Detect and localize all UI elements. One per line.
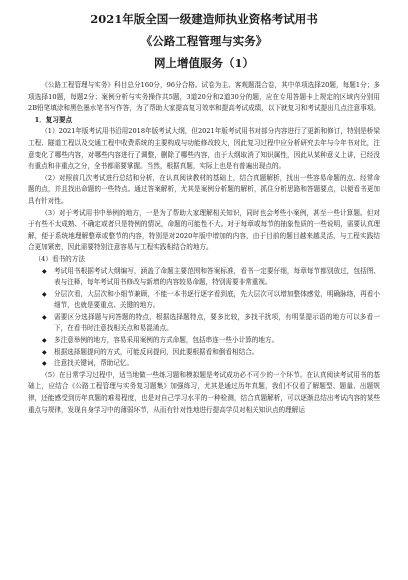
paragraph-2: （2）对照前几次考试进行总结和分析，在认真阅读教材的基础上，结合真题解析，找出一些容易命题的点、经常命题的点，并且找出命题的一些特点。通过答案解析，尤其是案例分析题的解析，抓住分析思路和答题要点，以便看书更加具有针对性。 (28, 173, 380, 205)
section-heading-review-points: 1．复习要点 (34, 115, 73, 124)
bullet-diamond-icon: ◆ (42, 337, 47, 345)
list-item: ◆ 根据选择题提问的方式，可能反问提问，因此要根据看和倒看相结合。 (28, 347, 380, 359)
bullet-diamond-icon: ◆ (42, 290, 47, 298)
subheading-reading-method: （4）看书的方法 (34, 254, 85, 263)
book-series-title: 2021年版全国一级建造师执业资格考试用书 (90, 12, 318, 26)
service-title: 网上增值服务（1） (153, 56, 254, 70)
list-item: ◆ 分层次看，大层次和小细节兼顾，不能一本书逐行逐字看到底，先大层次可以增加整体感觉，明确脉络，再看小细节，也就是要重点、关键的地方。 (42, 289, 380, 310)
list-item: ◆ 注意找关键词，帮助记忆。 (28, 358, 380, 370)
bullet-diamond-icon: ◆ (42, 267, 47, 275)
bullet-diamond-icon: ◆ (42, 348, 47, 356)
list-item: ◆ 多注意举例的地方，容易采用案例的方式命题，包括串连一些小计算的地方。 (28, 335, 380, 347)
bullet-diamond-icon: ◆ (42, 313, 47, 321)
list-item: ◆ 考试用书根据考试大纲编写，涵盖了命题主要范围和答案标准，看书一定要仔细，每章每节都别放过，包括图、表与注释，每年考试用书修改与新增的内容较易命题，特别需要非常重视。 (42, 266, 380, 287)
list-item: ◆ 需要区分选择题与问答题的特点，根据选择题特点，要多比较，多找干扰项，有明显提示语的地方可以多看一下，在看书时注意找相关点和易混淆点。 (42, 312, 380, 333)
intro-paragraph: 《公路工程管理与实务》科目总分160分，96分合格。试卷为主、客观题混合卷，其中单项选择20题，每题1分；多项选择10题，每题2分；案例分析与实务操作共5题，3道20分和2道30分的题，应在专用答题卡上规定的区域内分别用2B铅笔填涂和黑色墨水笔书写作答，为了帮助大家提高复习效率和提高考试成绩，以下就复习和考试提出几点注意事项。 (28, 81, 380, 113)
book-title: 《公路工程管理与实务》 (140, 34, 268, 48)
bullet-list (28, 266, 380, 370)
paragraph-1: （1）2021年版考试用书沿用2018年版考试大纲，但2021年版考试用书对部分内容进行了更新和修订，特别是桥梁工程、隧道工程以及交通工程中收费系统的主要构成与功能修改较大，因此复习过程中应分析研究去年与今年书对比，注意变化了哪些内容，对哪些内容进行了调整，删除了哪些内容，由于大纲取消了知识属性，因此从某种意义上讲，已经没有重点和非重点之分，全书都需要掌握。当然，根据真题，实际上也是有普遍出现点的。 (28, 127, 380, 171)
paragraph-5: （5）在日常学习过程中，适当地做一些练习题和模拟题是考试成功必不可少的一个环节。在认真阅读考试用书的基础上，应结合《公路工程管理与实务复习题集》加强练习，尤其是通过历年真题，我们不仅看了解题型、题量、出题规律，还能感受到历年真题的难易程度，也是对自己学习水平的一种检测，结合真题解析，可以逐渐总结出考试内容的某些重点与规律，发现自身学习中的薄弱环节，从而有针对性地进行提高学员对相关知识点的理解运 (28, 370, 380, 414)
paragraph-3: （3）对于考试用书中举例的地方，一是为了帮助大家理解相关知识，同时也会考些小案例，甚至一些计算题。但对于有些不太成熟、不确定或者只是特例的情况，命题的可能性不大。对于每章或每节的抽象性质的一些说明，需要认真理解，便于系统地理解整章或整节的内容，特别是对2020年版中增加的内容，由于目前的题目越来越灵活，与工程实践结合更加紧密，因此需要特别注意容易与工程实践相结合的地方。 (28, 208, 380, 252)
bullet-diamond-icon: ◆ (42, 360, 47, 368)
